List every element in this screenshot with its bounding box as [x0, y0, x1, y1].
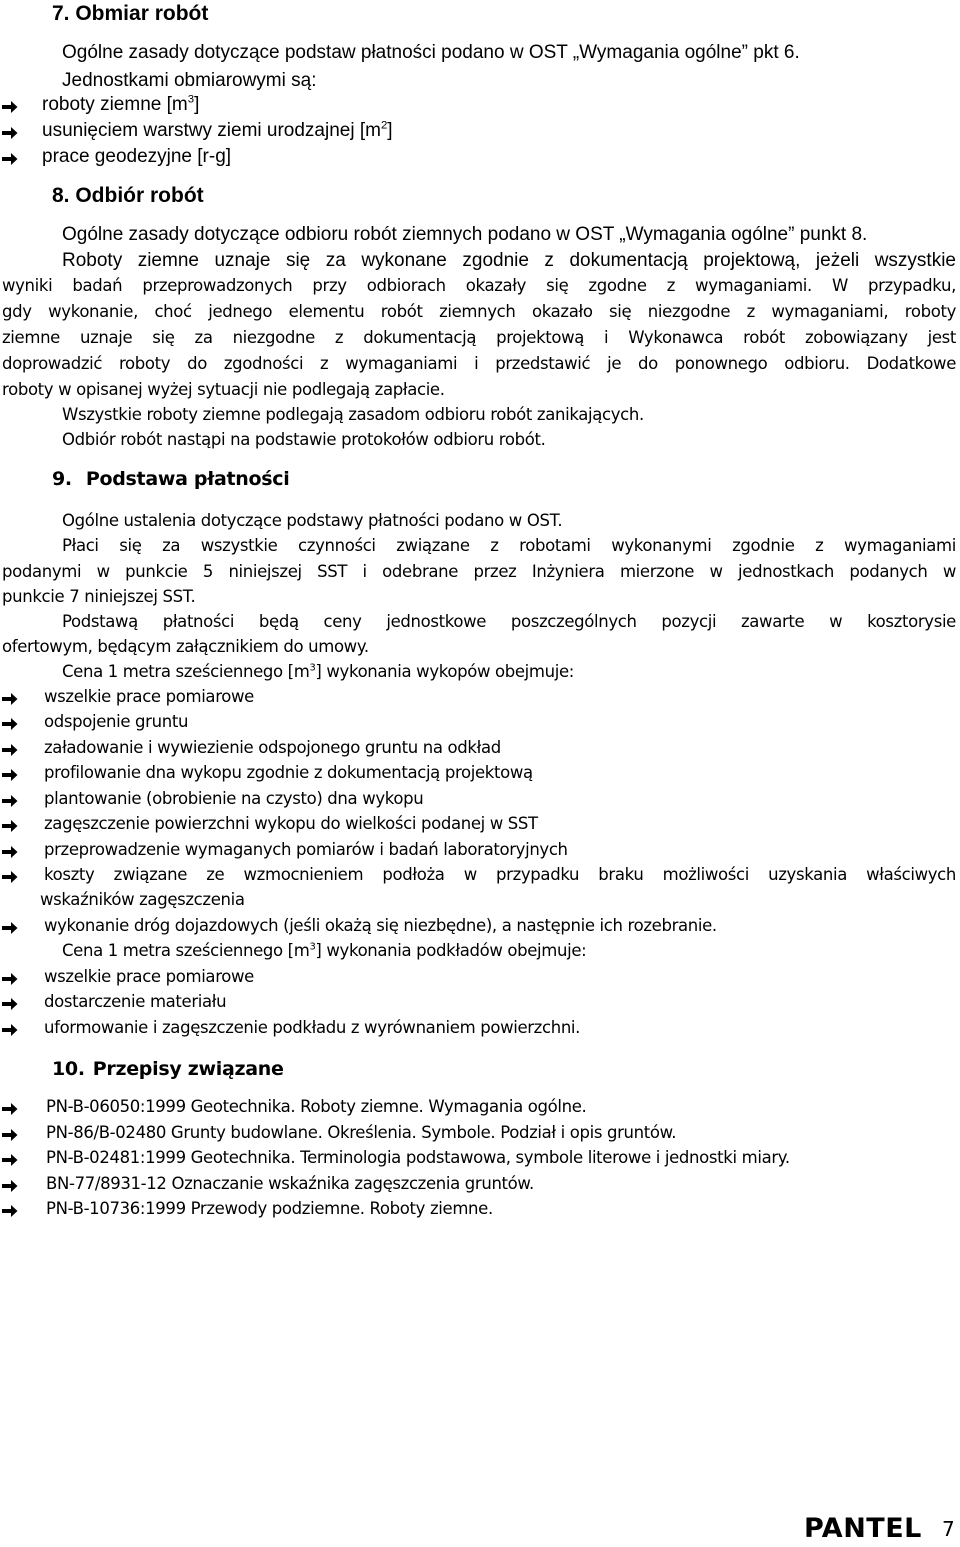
list-item: dostarczenie materiału — [44, 992, 227, 1011]
arrow-right-icon — [2, 717, 18, 731]
section-9-heading: 9. Podstawa płatności — [52, 468, 290, 490]
section-8-paragraph-3: Wszystkie roboty ziemne podlegają zasadom odbioru robót zanikających. — [62, 405, 644, 424]
arrow-right-icon — [2, 794, 18, 808]
list-item: wszelkie prace pomiarowe — [44, 687, 254, 706]
arrow-right-icon — [2, 1128, 18, 1142]
arrow-right-icon — [2, 921, 18, 935]
list-item: załadowanie i wywiezienie odspojonego gruntu na odkład — [44, 738, 501, 757]
arrow-right-icon — [2, 845, 18, 859]
list-item: przeprowadzenie wymaganych pomiarów i badań laboratoryjnych — [44, 840, 568, 859]
section-7-list-item: prace geodezyjne [r-g] — [42, 146, 232, 167]
arrow-right-icon — [2, 997, 18, 1011]
arrow-right-icon — [2, 692, 18, 706]
section-8-paragraph-2-line: wyniki badań przeprowadzonych przy odbiorach okazały się zgodne z wymaganiami. W przypadku, — [2, 276, 956, 295]
arrow-right-icon — [2, 152, 18, 166]
section-9-paragraph-1: Ogólne ustalenia dotyczące podstawy płatności podano w OST. — [62, 511, 563, 530]
regulation-item: PN-B-06050:1999 Geotechnika. Roboty ziemne. Wymagania ogólne. — [46, 1097, 587, 1116]
section-7-list-item: usunięciem warstwy ziemi urodzajnej $[m^2]$ — [42, 119, 393, 141]
section-9-paragraph-2-line: Płaci się za wszystkie czynności związane z robotami wykonanymi zgodnie z wymaganiami — [62, 536, 956, 555]
arrow-right-icon — [2, 1179, 18, 1193]
section-7-list-item: roboty ziemne $[m^3]$ — [42, 93, 200, 115]
regulation-item: PN-B-02481:1999 Geotechnika. Terminologia podstawowa, symbole literowe i jednostki miary. — [46, 1148, 790, 1167]
section-8-paragraph-4: Odbiór robót nastąpi na podstawie protokołów odbioru robót. — [62, 430, 546, 449]
list-item: koszty związane ze wzmocnieniem podłoża w przypadku braku możliwości uzyskania właściwych — [44, 865, 956, 884]
regulation-item: PN-86/B-02480 Grunty budowlane. Określenia. Symbole. Podział i opis gruntów. — [46, 1123, 677, 1142]
section-9-cena-2: Cena 1 metra sześciennego $[m^3]$ wykonania podkładów obejmuje: — [62, 941, 587, 960]
arrow-right-icon — [2, 870, 18, 884]
regulation-item: PN-B-10736:1999 Przewody podziemne. Roboty ziemne. — [46, 1199, 493, 1218]
section-8-paragraph-2-line: gdy wykonanie, choć jednego elementu robót ziemnych okazało się niezgodne z wymaganiami, roboty — [2, 302, 956, 321]
section-8-paragraph-2-line: ziemne uznaje się za niezgodne z dokumentacją projektową i Wykonawca robót zobowiązany jest — [2, 328, 956, 347]
arrow-right-icon — [2, 819, 18, 833]
arrow-right-icon — [2, 768, 18, 782]
list-item: profilowanie dna wykopu zgodnie z dokumentacją projektową — [44, 763, 533, 782]
arrow-right-icon — [2, 1102, 18, 1116]
page-number: 7 — [942, 1517, 955, 1541]
section-8-heading: 8. Odbiór robót — [52, 184, 204, 207]
arrow-right-icon — [2, 1153, 18, 1167]
list-item: plantowanie (obrobienie na czysto) dna wykopu — [44, 789, 424, 808]
section-10-heading: 10. Przepisy związane — [52, 1058, 284, 1080]
section-9-paragraph-2-line: podanymi w punkcie 5 niniejszej SST i odebrane przez Inżyniera mierzone w jednostkach podanych w — [2, 562, 956, 581]
section-9-paragraph-3-line: Podstawą płatności będą ceny jednostkowe poszczególnych pozycji zawarte w kosztorysie — [62, 612, 956, 631]
arrow-right-icon — [2, 972, 18, 986]
list-item: odspojenie gruntu — [44, 712, 189, 731]
arrow-right-icon — [2, 126, 18, 140]
section-9-paragraph-2-line: punkcie 7 niniejszej SST. — [2, 587, 196, 606]
section-7-paragraph-2: Jednostkami obmiarowymi są: — [62, 70, 317, 91]
section-8-paragraph-2-line: roboty w opisanej wyżej sytuacji nie podlegają zapłacie. — [2, 380, 445, 399]
section-7-paragraph-1: Ogólne zasady dotyczące podstaw płatności podano w OST „Wymagania ogólne” pkt 6. — [62, 42, 800, 63]
section-8-paragraph-2-line: Roboty ziemne uznaje się za wykonane zgodnie z dokumentacją projektową, jeżeli wszystkie — [62, 250, 956, 271]
arrow-right-icon — [2, 100, 18, 114]
arrow-right-icon — [2, 1023, 18, 1037]
section-8-paragraph-1: Ogólne zasady dotyczące odbioru robót ziemnych podano w OST „Wymagania ogólne” punkt 8. — [62, 224, 868, 245]
list-item: zagęszczenie powierzchni wykopu do wielkości podanej w SST — [44, 814, 538, 833]
footer-brand: PANTEL — [804, 1513, 922, 1544]
section-7-heading: 7. Obmiar robót — [52, 2, 209, 25]
arrow-right-icon — [2, 743, 18, 757]
list-item-continuation: wskaźników zagęszczenia — [40, 890, 245, 909]
regulation-item: BN-77/8931-12 Oznaczanie wskaźnika zagęszczenia gruntów. — [46, 1174, 534, 1193]
section-9-cena-1: Cena 1 metra sześciennego $[m^3]$ wykonania wykopów obejmuje: — [62, 662, 574, 681]
arrow-right-icon — [2, 1204, 18, 1218]
section-9-paragraph-3-line: ofertowym, będącym załącznikiem do umowy. — [2, 637, 369, 656]
section-8-paragraph-2-line: doprowadzić roboty do zgodności z wymaganiami i przedstawić je do ponownego odbioru. Dodatkowe — [2, 354, 956, 373]
list-item: wszelkie prace pomiarowe — [44, 967, 254, 986]
list-item: wykonanie dróg dojazdowych (jeśli okażą się niezbędne), a następnie ich rozebranie. — [44, 916, 717, 935]
list-item: uformowanie i zagęszczenie podkładu z wyrównaniem powierzchni. — [44, 1018, 581, 1037]
